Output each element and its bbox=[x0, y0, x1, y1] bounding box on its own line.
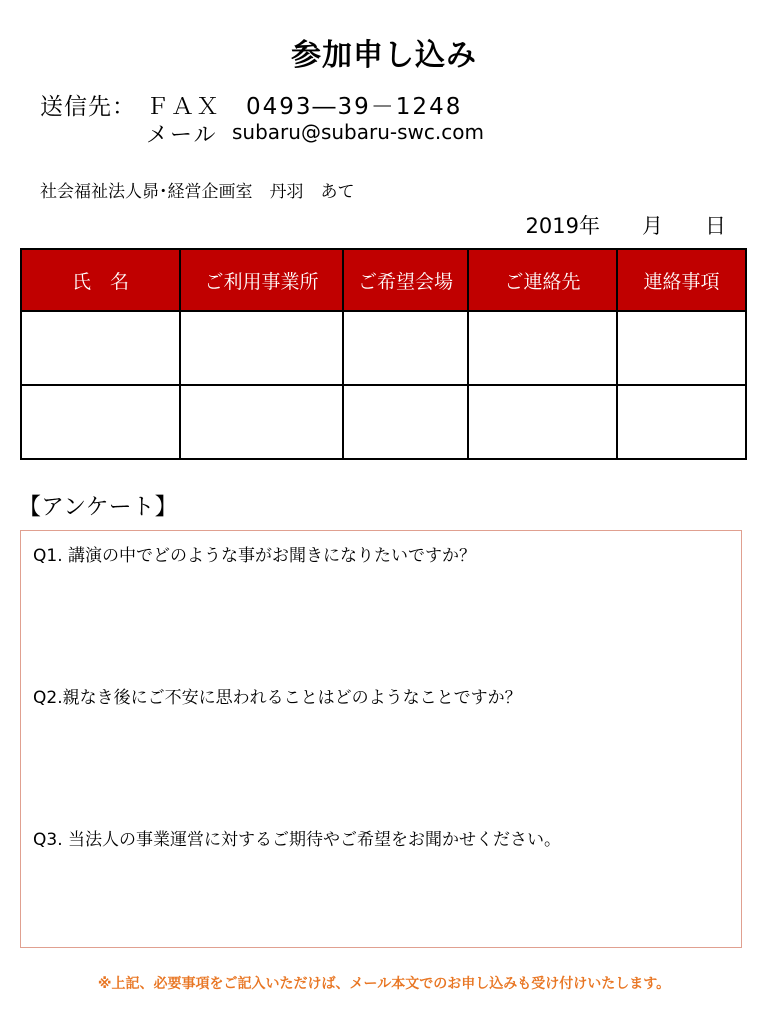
page-title: 参加申し込み bbox=[291, 38, 477, 73]
fax-number: ＦＡＸ 0493―39－1248 bbox=[146, 94, 463, 120]
cell-contact[interactable] bbox=[468, 311, 617, 385]
cell-notes[interactable] bbox=[617, 311, 746, 385]
question-3: Q3. 当法人の事業運営に対するご期待やご希望をお聞かせください。 bbox=[33, 830, 562, 850]
header-name: 氏 名 bbox=[21, 249, 180, 311]
question-2: Q2.親なき後にご不安に思われることはどのようなことですか？ bbox=[33, 688, 522, 708]
cell-office[interactable] bbox=[180, 385, 343, 459]
survey-box[interactable] bbox=[20, 530, 742, 948]
header-contact: ご連絡先 bbox=[468, 249, 617, 311]
footnote: ※上記、必要事項をご記入いただけば、メール本文でのお申し込みも受け付けいたします。 bbox=[97, 976, 671, 992]
header-notes: 連絡事項 bbox=[617, 249, 746, 311]
cell-office[interactable] bbox=[180, 311, 343, 385]
header-venue: ご希望会場 bbox=[343, 249, 468, 311]
date-field[interactable]: 2019年 月 日 bbox=[525, 214, 726, 238]
survey-heading: 【アンケート】 bbox=[18, 494, 178, 520]
cell-name[interactable] bbox=[21, 311, 180, 385]
table-row bbox=[21, 385, 746, 459]
mail-label: メール bbox=[146, 123, 218, 148]
header-office: ご利用事業所 bbox=[180, 249, 343, 311]
cell-contact[interactable] bbox=[468, 385, 617, 459]
table-row bbox=[21, 311, 746, 385]
cell-name[interactable] bbox=[21, 385, 180, 459]
cell-venue[interactable] bbox=[343, 385, 468, 459]
cell-notes[interactable] bbox=[617, 385, 746, 459]
cell-venue[interactable] bbox=[343, 311, 468, 385]
destination-label: 送信先： bbox=[40, 94, 136, 120]
table-header-row bbox=[21, 249, 746, 311]
mail-address[interactable]: subaru@subaru-swc.com bbox=[232, 120, 484, 144]
addressee: 社会福祉法人昴･経営企画室 丹羽 あて bbox=[40, 182, 355, 202]
registration-table bbox=[20, 248, 747, 460]
question-1: Q1. 講演の中でどのような事がお聞きになりたいですか？ bbox=[33, 546, 477, 566]
